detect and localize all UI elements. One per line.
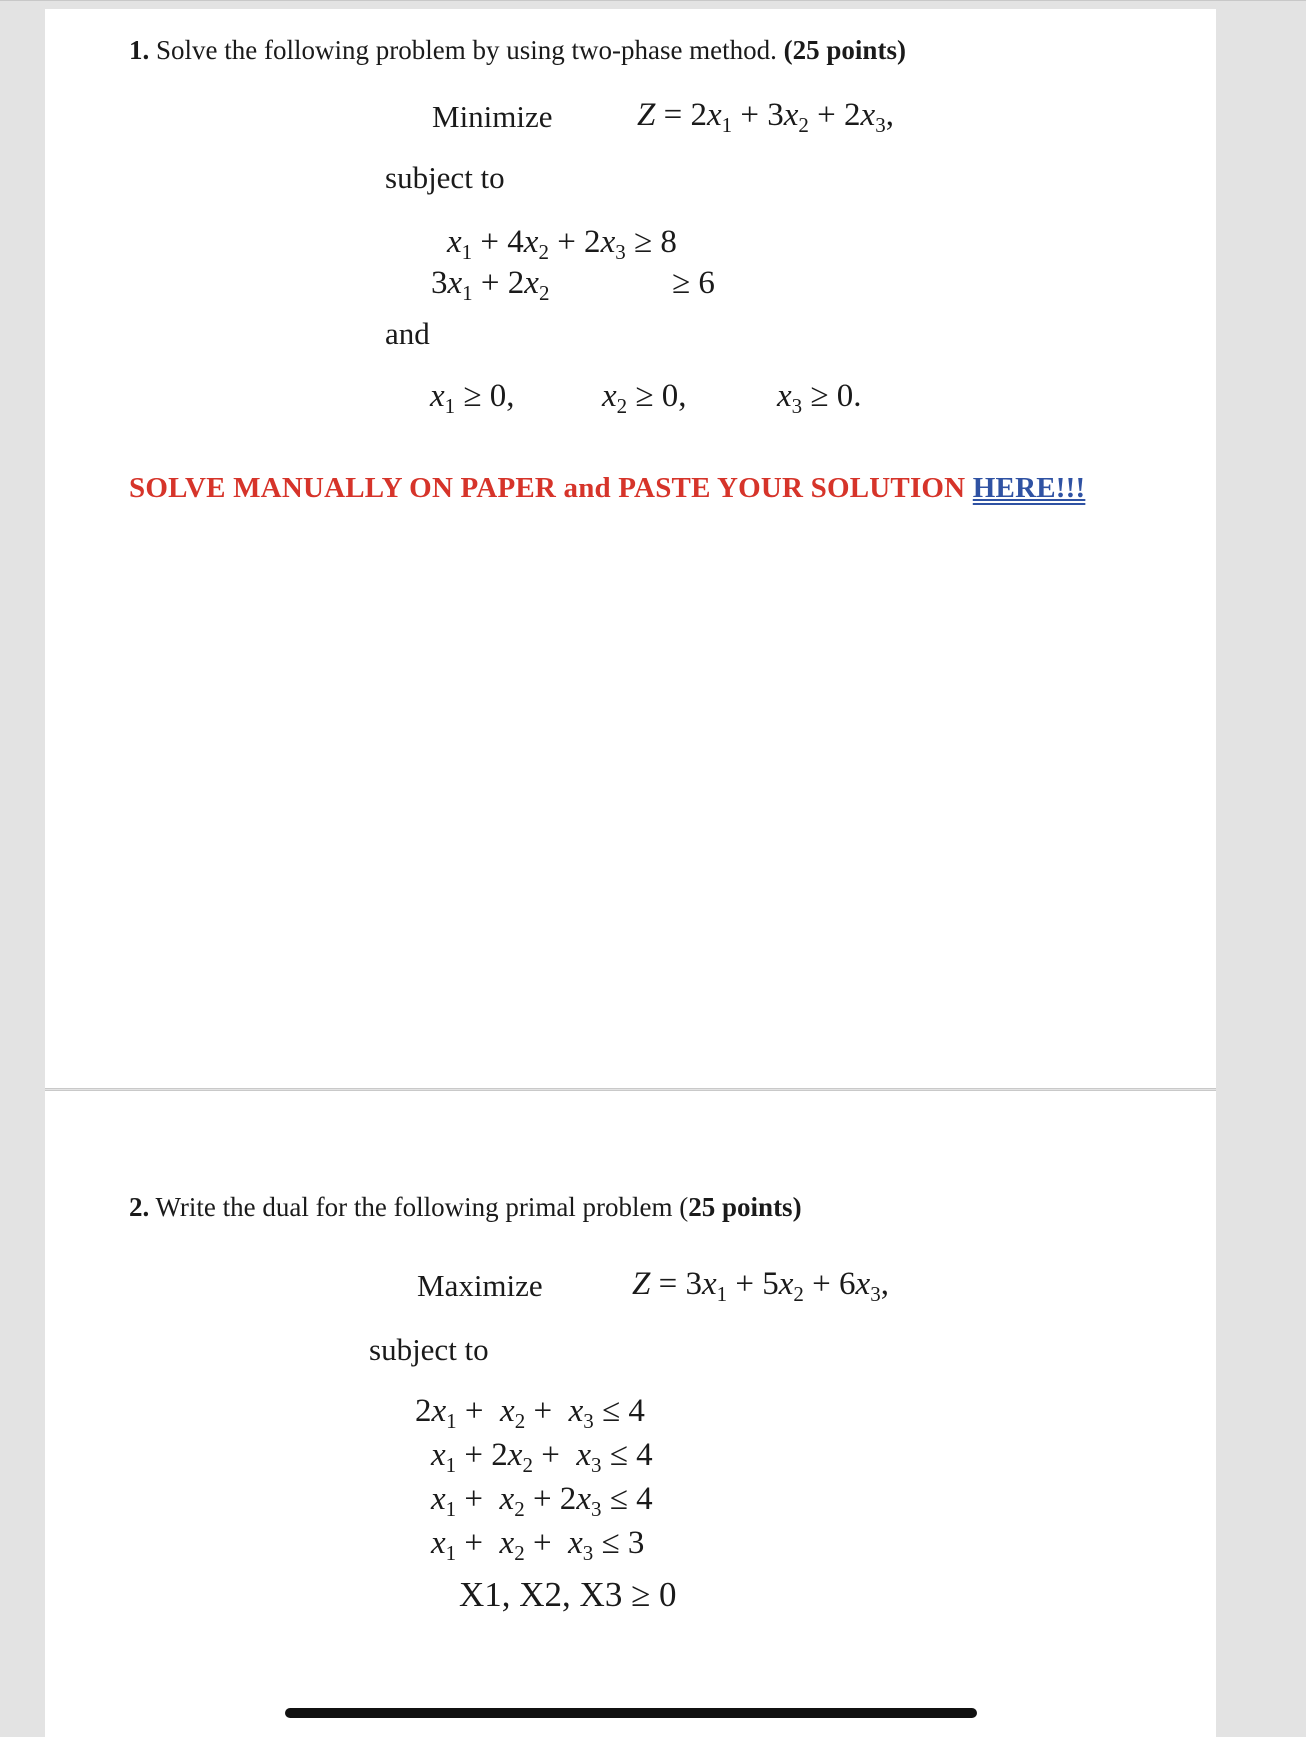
q1-objective: $Z = 2x_1 + 3x_2 + 2x_3$, — [637, 97, 894, 137]
q2-constraint-2: $x_1 + 2x_2 + x_3 \le 4$ — [431, 1437, 653, 1477]
q1-constraint-1: $x_1 + 4x_2 + 2x_3 \ge 8$ — [447, 224, 677, 264]
q1-points: (25 points) — [783, 35, 906, 65]
q2-heading — [129, 1192, 802, 1223]
q1-nonneg-x2: $x_2 \ge 0$, — [602, 378, 687, 418]
q1-subject-to: subject to — [385, 160, 505, 195]
document-page-1 — [45, 9, 1216, 1089]
q1-and: and — [385, 316, 430, 351]
q1-heading — [129, 35, 906, 66]
q2-constraint-1: $2x_1 + x_2 + x_3 \le 4$ — [415, 1393, 645, 1433]
q2-constraint-3: $x_1 + x_2 + 2x_3 \le 4$ — [431, 1481, 653, 1521]
document-page-2 — [45, 1090, 1216, 1737]
q2-close-paren: ) — [792, 1192, 802, 1222]
q1-constraint-2-lhs: $3x_1 + 2x_2$ — [431, 265, 550, 305]
q1-nonneg-x1: $x_1 \ge 0$, — [430, 378, 515, 418]
q2-prompt: Write the dual for the following primal problem ( — [149, 1192, 689, 1222]
home-indicator-bar[interactable] — [285, 1708, 977, 1718]
instruction-text: SOLVE MANUALLY ON PAPER and PASTE YOUR SOLUTION — [129, 472, 973, 504]
solution-instruction — [129, 472, 1085, 505]
q2-nonneg: X1, X2, X3 ≥ 0 — [459, 1575, 677, 1614]
q2-constraint-4: $x_1 + x_2 + x_3 \le 3$ — [431, 1525, 645, 1565]
q1-prompt: Solve the following problem by using two-phase method. — [149, 35, 784, 65]
q2-subject-to: subject to — [369, 1332, 489, 1367]
q1-constraint-2-rhs: ≥ 6 — [672, 265, 715, 301]
q2-maximize-label: Maximize — [417, 1268, 543, 1303]
top-divider — [0, 0, 1306, 1]
q2-points: 25 points — [688, 1192, 793, 1222]
q1-number: 1. — [129, 35, 150, 65]
q2-objective: $Z = 3x_1 + 5x_2 + 6x_3$, — [632, 1266, 889, 1306]
q1-minimize-label: Minimize — [432, 99, 553, 134]
here-link[interactable]: HERE!!! — [972, 472, 1086, 504]
q1-nonneg-x3: $x_3 \ge 0$. — [777, 378, 862, 418]
q2-number: 2. — [129, 1192, 150, 1222]
